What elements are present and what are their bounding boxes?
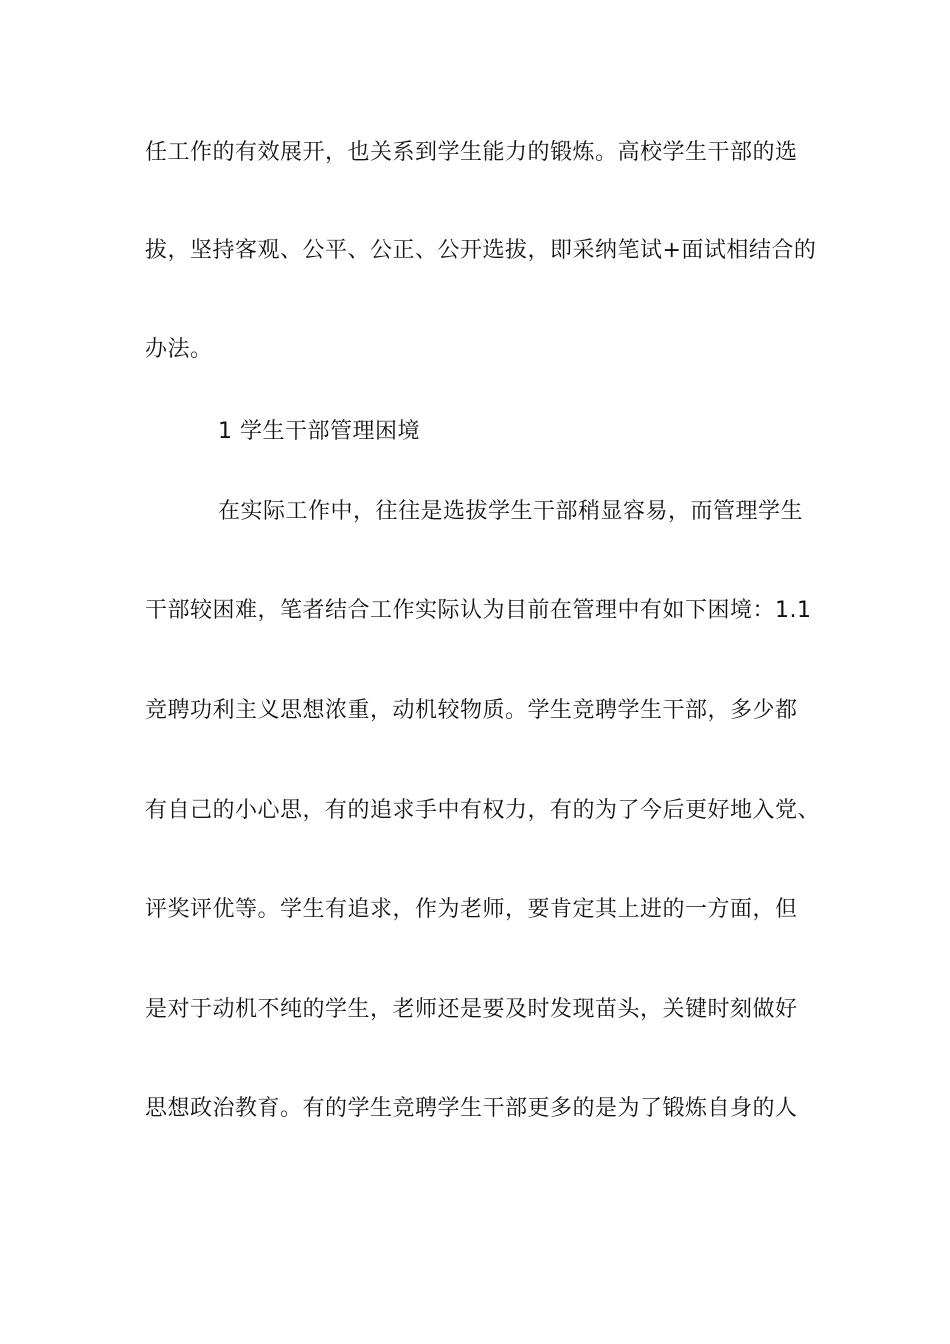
paragraph-line-3: 办法。: [145, 337, 213, 362]
paragraph-line-2: 拔，坚持客观、公平、公正、公开选拔，即采纳笔试+面试相结合的: [145, 238, 817, 263]
paragraph-line-9: 是对于动机不纯的学生，老师还是要及时发现苗头，关键时刻做好: [145, 997, 798, 1022]
paragraph-line-8: 评奖评优等。学生有追求，作为老师，要肯定其上进的一方面，但: [145, 897, 798, 922]
paragraph-line-1: 任工作的有效展开，也关系到学生能力的锻炼。高校学生干部的选: [145, 140, 798, 165]
paragraph-line-5: 干部较困难，笔者结合工作实际认为目前在管理中有如下困境：1.1: [145, 598, 812, 623]
paragraph-line-6: 竞聘功利主义思想浓重，动机较物质。学生竞聘学生干部，多少都: [145, 698, 798, 723]
paragraph-line-7: 有自己的小心思，有的追求手中有权力，有的为了今后更好地入党、: [145, 798, 821, 823]
section-heading: 1 学生干部管理困境: [218, 419, 420, 444]
paragraph-line-10: 思想政治教育。有的学生竞聘学生干部更多的是为了锻炼自身的人: [145, 1096, 798, 1121]
paragraph-line-4: 在实际工作中，往往是选拔学生干部稍显容易，而管理学生: [218, 499, 804, 524]
